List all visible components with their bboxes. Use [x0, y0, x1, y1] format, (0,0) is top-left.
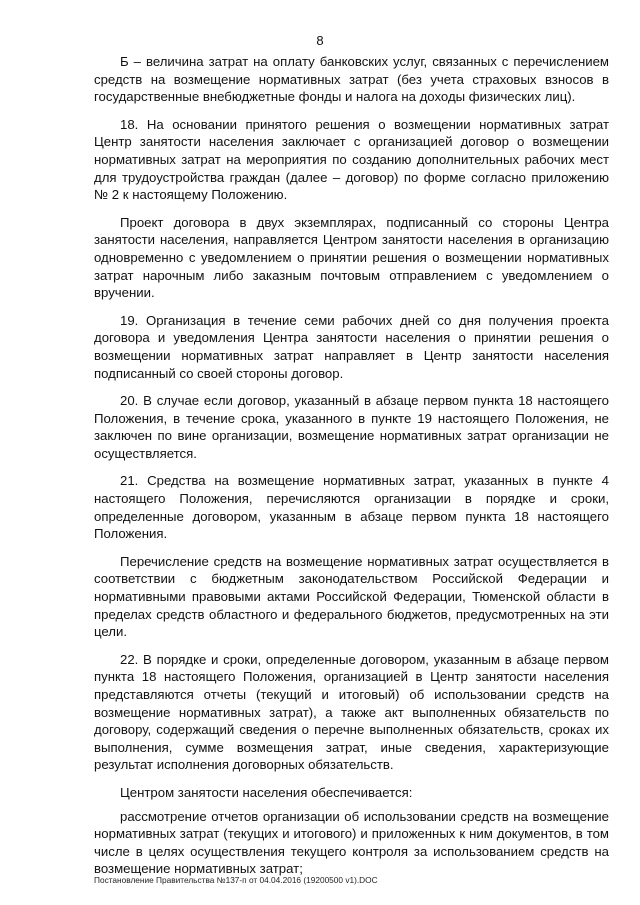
document-body [94, 53, 609, 888]
paragraph-clause-22: 22. В порядке и сроки, определенные договором, указанным в абзаце первом пункта 18 настоящего Положения, организацией в Центр занятости населения представляются отчеты (текущий и итоговый) об использовании средств на возмещение нормативных затрат), а также акт выполненных обязательств по договору, содержащий сведения о перечне выполненных обязательств, сроках их выполнения, сумме возмещения затрат, иные сведения, характеризующие результат исполнения договорных обязательств. [94, 651, 609, 773]
paragraph-center-provides: Центром занятости населения обеспечивается: [120, 784, 413, 800]
paragraph-report-review: рассмотрение отчетов организации об использовании средств на возмещение нормативных затрат (текущих и итогового) и приложенных к ним документов, в том числе в целях осуществления текущего контроля за использованием средств на возмещение нормативных затрат; [94, 808, 609, 877]
document-footer: Постановление Правительства №137-п от 04.04.2016 (19200500 v1).DOC [94, 875, 378, 885]
paragraph-funds-transfer: Перечисление средств на возмещение нормативных затрат осуществляется в соответствии с бюджетным законодательством Российской Федерации и нормативными правовыми актами Российской Федерации, Тюменской области в пределах средств областного и федерального бюджетов, предусмотренных на эти цели. [94, 553, 609, 640]
paragraph-clause-19: 19. Организация в течение семи рабочих дней со дня получения проекта договора и уведомления Центра занятости населения о принятии решения о возмещении нормативных затрат направляет в Центр занятости населения подписанный со своей стороны договор. [94, 312, 609, 381]
paragraph-clause-18: 18. На основании принятого решения о возмещении нормативных затрат Центр занятости населения заключает с организацией договор о возмещении нормативных затрат на мероприятия по созданию дополнительных рабочих мест для трудоустройства граждан (далее – договор) по форме согласно приложению № 2 к настоящему Положению. [94, 116, 609, 203]
paragraph-draft-contract: Проект договора в двух экземплярах, подписанный со стороны Центра занятости населения, направляется Центром занятости населения в организацию одновременно с уведомлением о принятии решения о возмещении нормативных затрат нарочным либо заказным почтовым отправлением с уведомлением о вручении. [94, 214, 609, 301]
paragraph-clause-20: 20. В случае если договор, указанный в абзаце первом пункта 18 настоящего Положения, в течение срока, указанного в пункте 19 настоящего Положения, не заключен по вине организации, возмещение нормативных затрат организации не осуществляется. [94, 393, 609, 461]
paragraph-bank-costs: Б – величина затрат на оплату банковских услуг, связанных с перечислением средств на возмещение нормативных затрат (без учета страховых взносов в государственные внебюджетные фонды и налога на доходы физических лиц). [94, 54, 609, 105]
paragraph-clause-21: 21. Средства на возмещение нормативных затрат, указанных в пункте 4 настоящего Положения, перечисляются организации в порядке и сроки, определенные договором, указанным в абзаце первом пункта 18 настоящего Положения. [94, 473, 609, 542]
page-number: 8 [316, 33, 324, 48]
